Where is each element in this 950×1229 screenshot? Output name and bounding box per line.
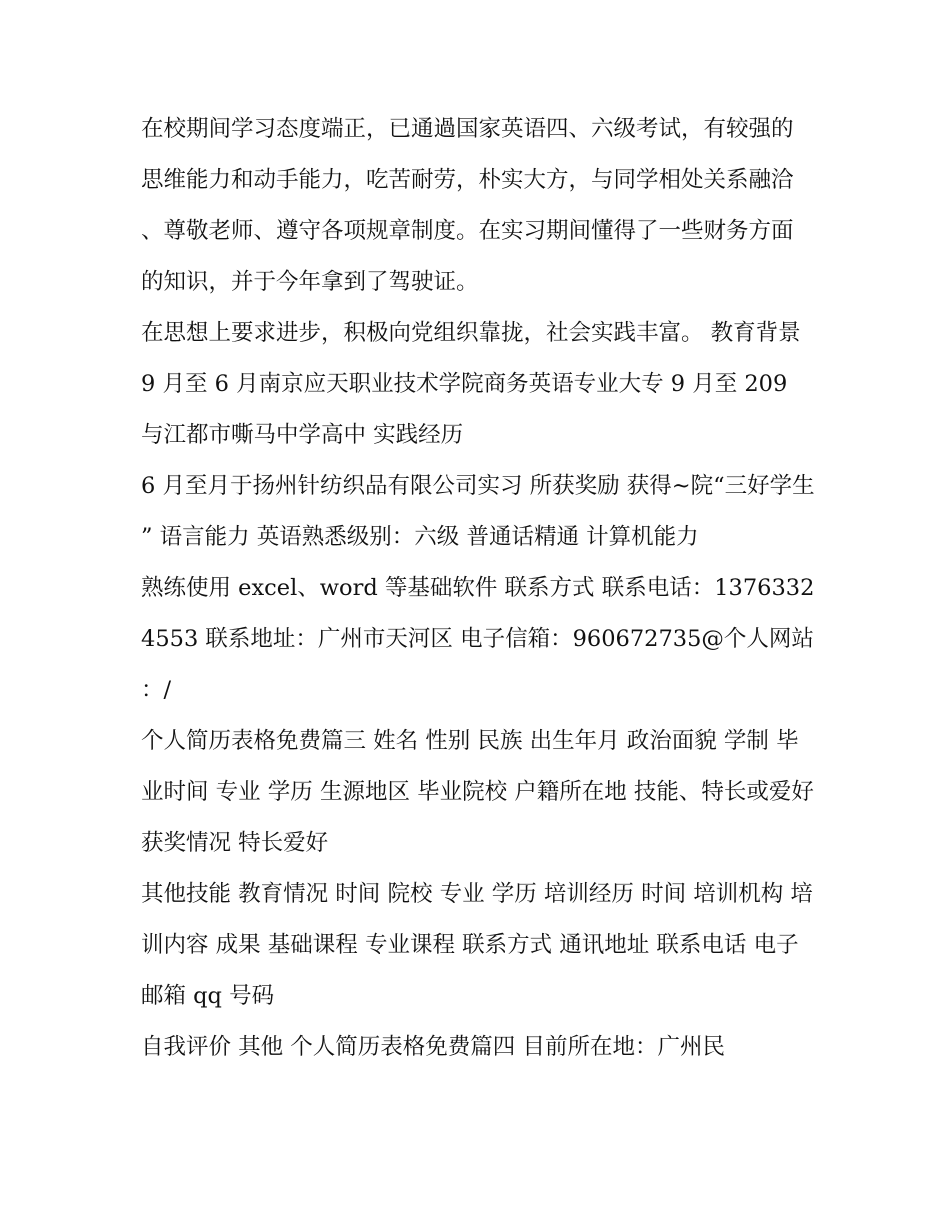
paragraph-other-skills: 其他技能 教育情况 时间 院校 专业 学历 培训经历 时间 培训机构 培训内容 成果 基础课程 专业课程 联系方式 通讯地址 联系电话 电子邮箱 qq 号码 bbox=[141, 881, 813, 1009]
paragraph-resume-template-three: 个人简历表格免费篇三 姓名 性别 民族 出生年月 政治面貌 学制 毕业时间 专业 学历 生源地区 毕业院校 户籍所在地 技能、特长或爱好 获奖情况 特长爱好 bbox=[141, 728, 814, 856]
document-body bbox=[141, 104, 815, 1073]
paragraph-internship-awards: 6 月至月于扬州针纺织品有限公司实习 所获奖励 获得~院“三好学生” 语言能力 英语熟悉级别：六级 普通话精通 计算机能力 bbox=[141, 473, 815, 550]
paragraph-education-background: 在思想上要求进步，积极向党组织靠拢，社会实践丰富。 教育背景 9 月至 6 月南京应天职业技术学院商务英语专业大专 9 月至 209 与江都市嘶马中学高中 实践经历 bbox=[141, 320, 801, 448]
paragraph-resume-template-four: 自我评价 其他 个人简历表格免费篇四 目前所在地：广州民 bbox=[141, 1034, 725, 1060]
paragraph-contact-info: 熟练使用 excel、word 等基础软件 联系方式 联系电话：13763324553 联系地址：广州市天河区 电子信箱：960672735@个人网站：/ bbox=[141, 575, 815, 703]
paragraph-self-evaluation: 在校期间学习态度端正，已通過国家英语四、六级考试，有较强的思维能力和动手能力，吃苦耐劳，朴实大方，与同学相处关系融洽、尊敬老师、遵守各项规章制度。在实习期间懂得了一些财务方面的知识，并于今年拿到了驾驶证。 bbox=[141, 116, 794, 295]
